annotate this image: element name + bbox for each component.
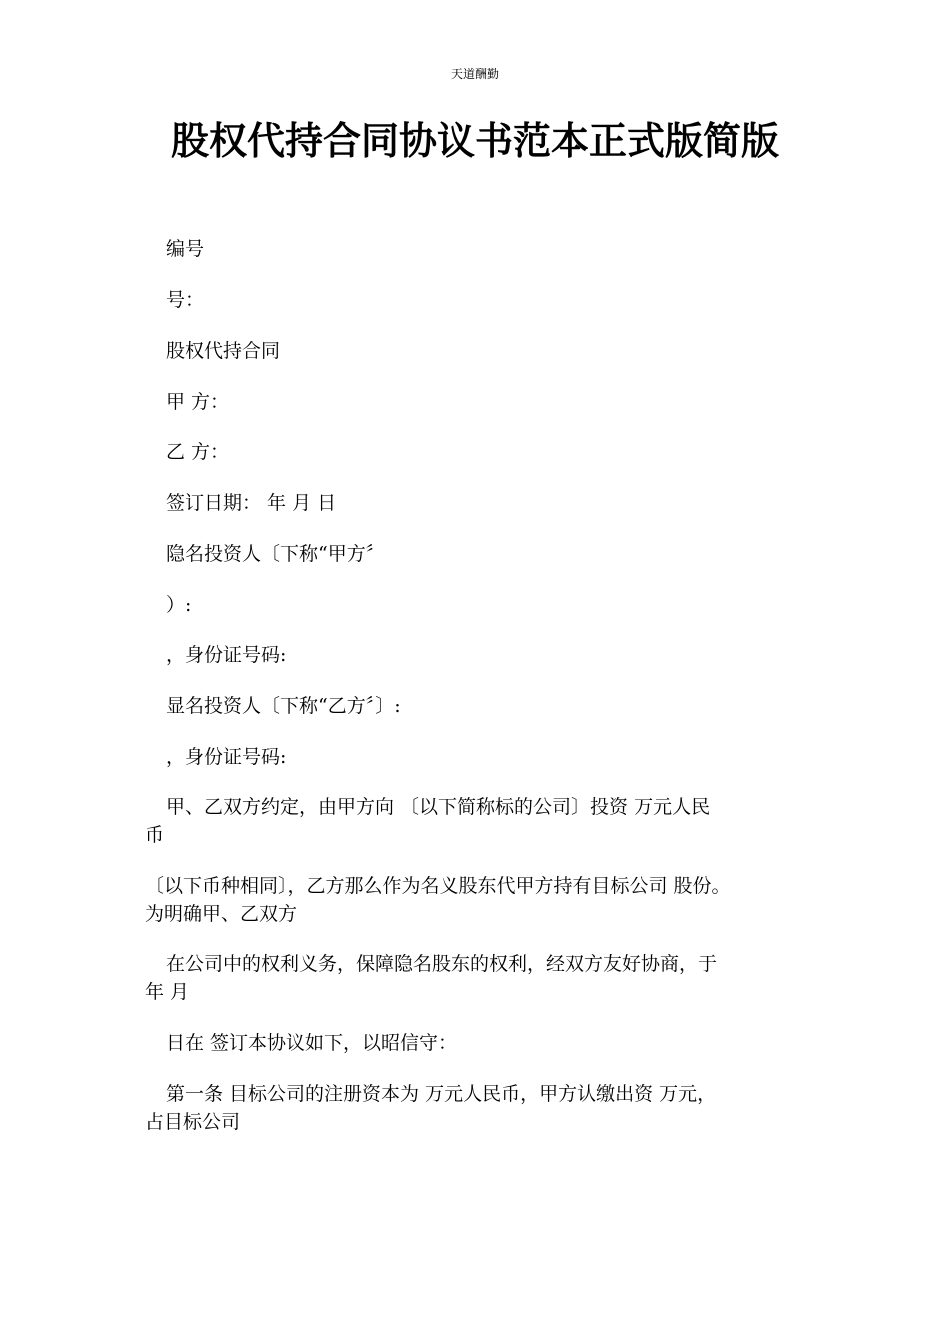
paragraph-article-one: [145, 1080, 825, 1136]
paragraph-line: 股权代持合同: [166, 340, 281, 362]
paragraph-line: 甲、乙双方约定，由甲方向 〔以下简称标的公司〕投资 万元人民: [166, 796, 711, 818]
paragraph-signing-place: [145, 1029, 825, 1057]
paragraph-line: ，身份证号码:: [166, 746, 287, 768]
paragraph-line: 年 月: [145, 981, 190, 1003]
paragraph-line: 币: [145, 824, 165, 846]
paragraph-line: 日在 签订本协议如下，以昭信守：: [166, 1032, 458, 1054]
paragraph-line: ）:: [166, 594, 192, 616]
paragraph-line: 占目标公司: [145, 1111, 241, 1133]
paragraph-line: 为明确甲、乙双方: [145, 903, 298, 925]
paragraph-line: ，身份证号码:: [166, 644, 287, 666]
paragraph-line: 号：: [166, 289, 205, 311]
paragraph-hidden-investor: [145, 540, 825, 568]
paragraph-currency-shares: [145, 872, 825, 928]
paragraph-party-a: [145, 388, 825, 416]
paragraph-number-label: [145, 286, 825, 314]
document-title: 股权代持合同协议书范本正式版简版: [170, 118, 779, 163]
paragraph-line: 在公司中的权利义务，保障隐名股东的权利，经双方友好协商，于: [166, 953, 718, 975]
paragraph-line: 编号: [166, 238, 205, 260]
paragraph-named-investor: [145, 692, 825, 720]
paragraph-line: 签订日期： 年 月 日: [166, 492, 337, 514]
paragraph-serial-label: [145, 235, 825, 263]
paragraph-line: 隐名投资人〔下称“甲方〞: [166, 543, 385, 565]
paragraph-contract-name: [145, 337, 825, 365]
paragraph-party-b: [145, 438, 825, 466]
paragraph-line: 甲 方：: [166, 391, 230, 413]
paragraph-line: 乙 方：: [166, 441, 230, 463]
paragraph-line: 第一条 目标公司的注册资本为 万元人民币，甲方认缴出资 万元，: [166, 1083, 717, 1105]
paragraph-hidden-investor-close: [145, 591, 825, 619]
paragraph-line: 显名投资人〔下称“乙方〞〕:: [166, 695, 401, 717]
paragraph-id-number-b: [145, 743, 825, 771]
paragraph-line: 〔以下币种相同〕，乙方那么作为名义股东代甲方持有目标公司 股份。: [145, 875, 731, 897]
paragraph-id-number-a: [145, 641, 825, 669]
paragraph-signing-date: [145, 489, 825, 517]
paragraph-investment-agreement: [145, 793, 825, 849]
header-note: 天道酬勤: [450, 67, 499, 81]
paragraph-rights-obligations: [145, 950, 825, 1006]
